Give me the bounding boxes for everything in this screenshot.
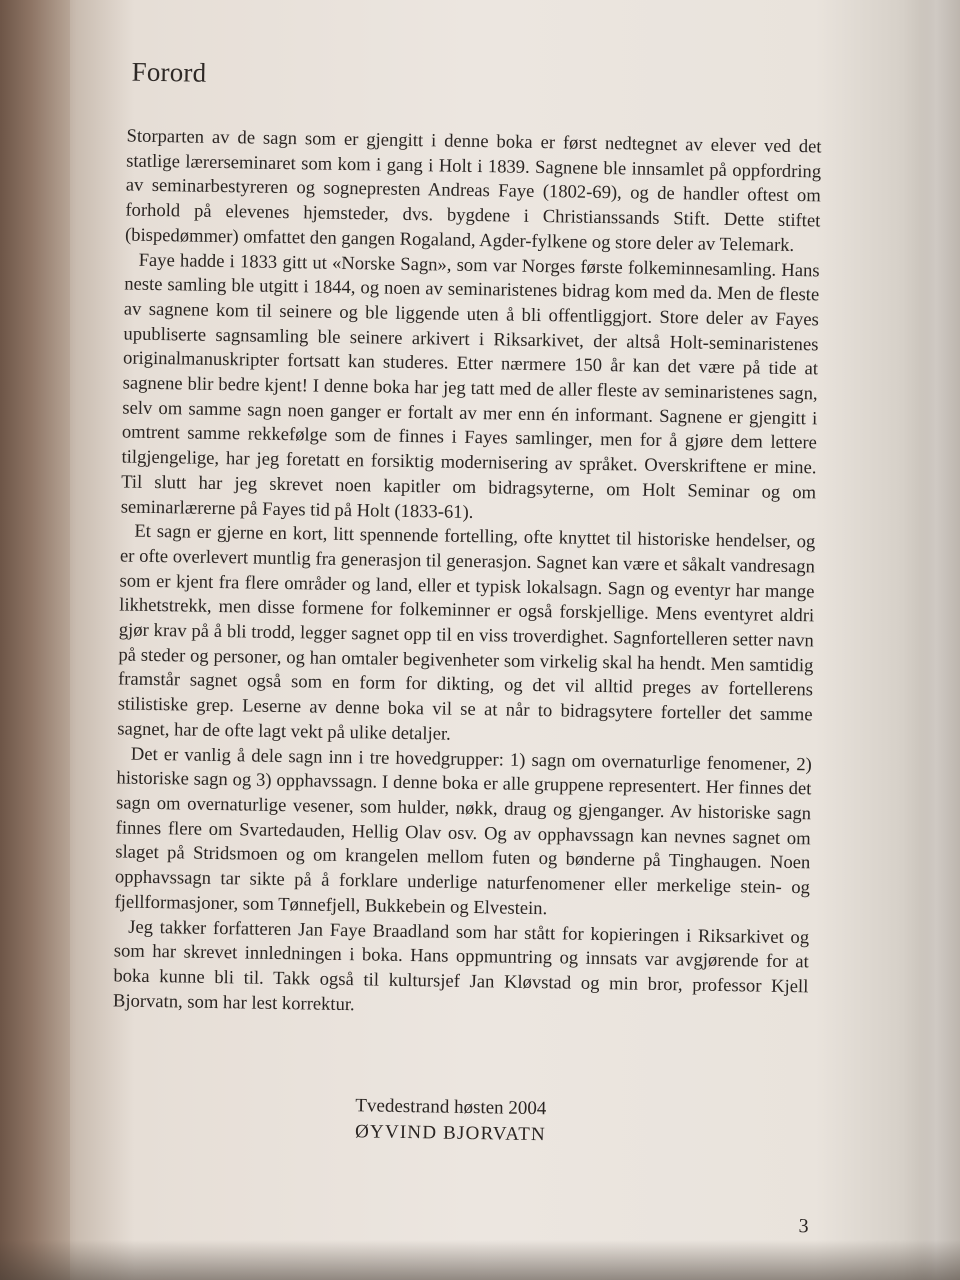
paragraph-2: Faye hadde i 1833 gitt ut «Norske Sagn», som var Norges første folkeminnesamling. Hans neste samling ble utgitt i 1844, og noen av seminaristenes bidrag kom med da. Men de fleste av sagnene kom til seinere og ble liggende uten å bli offentliggjort. Store deler av Fayes upubliserte sagnsamling ble seinere arkivert i Riksarkivet, der altså Holt-seminaristenes originalmanuskripter fortsatt kan studeres. Etter nærmere 150 år kan det være på tide at sagnene blir bedre kjent! I denne boka har jeg tatt med de aller fleste av seminaristenes sagn, selv om samme sagn noen ganger er fortalt av mer enn én informant. Sagnene er gjengitt i omtrent samme rekkefølge som de finnes i Fayes samlinger, men for å gjøre dem lettere tilgjengelige, har jeg foretatt en forsiktig modernisering av språket. Overskriftene er mine. Til slutt har jeg skrevet noen kapitler om bidragsyterne, om Holt Seminar og om seminarlærerne på Fayes tid på Holt (1833-61). (120, 249, 820, 523)
bottom-shadow (0, 1240, 960, 1280)
foreword-body (113, 125, 822, 1025)
paragraph-4: Det er vanlig å dele sagn inn i tre hovedgrupper: 1) sagn om overnaturlige fenomener, 2) historiske sagn og 3) opphavssagn. I denne boka er alle gruppene representert. Her finnes det sagn om overnaturlige vesener, som hulder, nøkk, draug og gjenganger. Av historiske sagn finnes flere om Svartedauden, Hellig Olav osv. Og av opphavssagn kan nevnes sagnet om slaget på Stridsmoen og om krangelen mellom futen og bønderne på Tinghaugen. Noen opphavssagn tar sikte på å forklare underlige naturfenomener eller merkelige stein- og fjellformasjoner, som Tønnefjell, Bukkebein og Elvestein. (114, 743, 812, 919)
paragraph-5: Jeg takker forfatteren Jan Faye Braadland som har stått for kopieringen i Riksarkivet og som har skrevet innledningen i boka. Hans oppmuntring og innsats var avgjørende for at boka kunne bli til. Takk også til kultursjef Jan Kløvstad og min bror, professor Kjell Bjorvatn, som har lest korrektur. (112, 916, 810, 1015)
signature-place-date: Tvedestrand høsten 2004 (355, 1095, 547, 1120)
page-number: 3 (798, 1215, 809, 1238)
page-edge-shadow (920, 0, 960, 1280)
book-page (102, 44, 835, 1238)
book-cover-edge (0, 0, 70, 1280)
paragraph-3: Et sagn er gjerne en kort, litt spennende fortelling, ofte knyttet til historiske hendelser, og er ofte overlevert muntlig fra generasjon til generasjon. Sagnet kan være et såkalt vandresagn som er kjent fra flere områder og land, eller et typisk lokalsagn. Sagn og eventyr har mange likhetstrekk, men disse formene for folkeminner er også forskjellige. Mens eventyret aldri gjør krav på å bli trodd, legger sagnet opp til en viss troverdighet. Sagnfortelleren setter navn på steder og personer, og han omtaler begivenheter som virkelig skal ha hendt. Men samtidig framstår sagnet også som en form for dikting, og det vil alltid preges av fortellerens stilistiske grep. Leserne av denne boka vil se at når to bidragsytere forteller det samme sagnet, har de ofte lagt vekt på ulike detaljer. (117, 520, 816, 745)
page-heading: Forord (131, 56, 207, 88)
signature-block (103, 1089, 799, 1152)
signature-author-name: ØYVIND BJORVATN (354, 1121, 547, 1146)
paragraph-1: Storparten av de sagn som er gjengitt i denne boka er først nedtegnet av elever ved det statlige lærerseminaret som kom i gang i Holt i 1839. Sagnene ble innsamlet på oppfordring av seminarbestyreren og sognepresten Andreas Faye (1802-69), og de handler oftest om forhold på elevenes hjemsteder, dvs. bygdene i Christianssands Stift. Dette stiftet (bispedømmer) omfattet den gangen Rogaland, Agder-fylkene og store deler av Telemark. (124, 125, 822, 256)
